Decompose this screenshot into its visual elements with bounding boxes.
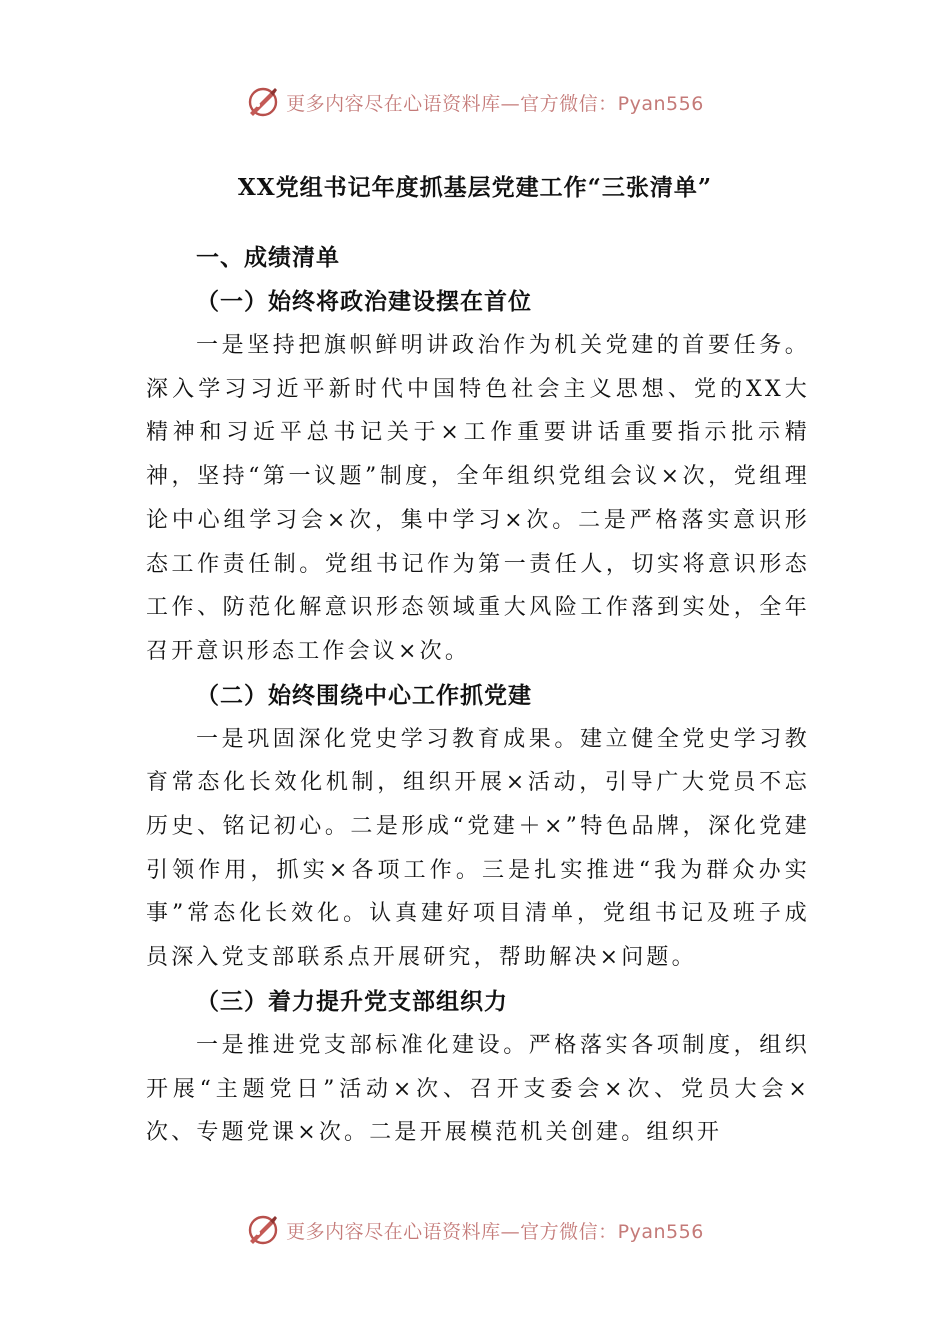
subsection-heading-3: （三）着力提升党支部组织力 [196, 987, 508, 1015]
document-title: XX党组书记年度抓基层党建工作“三张清单” [237, 174, 713, 201]
document-body [146, 236, 810, 1155]
paragraph-1: 一是坚持把旗帜鲜明讲政治作为机关党建的首要任务。深入学习习近平新时代中国特色社会主义思想、党的XX大精神和习近平总书记关于×工作重要讲话重要指示批示精神，坚持“第一议题”制度，全年组织党组会议×次，党组理论中心组学习会×次，集中学习×次。二是严格落实意识形态工作责任制。党组书记作为第一责任人，切实将意识形态工作、防范化解意识形态领域重大风险工作落到实处，全年召开意识形态工作会议×次。 [146, 333, 810, 664]
watermark-text-cn: 更多内容尽在心语资料库—官方微信： [286, 1220, 618, 1243]
watermark-text [286, 1217, 704, 1244]
section-heading-achievements: 一、成绩清单 [196, 244, 340, 271]
watermark-text-cn: 更多内容尽在心语资料库—官方微信： [286, 92, 618, 115]
header-watermark [0, 82, 950, 122]
watermark-wechat-id: Pyan556 [617, 1220, 704, 1243]
subsection-heading-1: （一）始终将政治建设摆在首位 [196, 288, 532, 315]
footer-watermark [0, 1210, 950, 1250]
pen-circle-logo-icon [246, 85, 280, 119]
watermark-text [286, 89, 704, 116]
watermark-wechat-id: Pyan556 [617, 92, 704, 115]
subsection-heading-2: （二）始终围绕中心工作抓党建 [196, 681, 532, 709]
paragraph-2: 一是巩固深化党史学习教育成果。建立健全党史学习教育常态化长效化机制，组织开展×活动，引导广大党员不忘历史、铭记初心。二是形成“党建＋×”特色品牌，深化党建引领作用，抓实×各项工作。三是扎实推进“我为群众办实事”常态化长效化。认真建好项目清单，党组书记及班子成员深入党支部联系点开展研究，帮助解决×问题。 [146, 726, 810, 971]
paragraph-3: 一是推进党支部标准化建设。严格落实各项制度，组织开展“主题党日”活动×次、召开支委会×次、党员大会×次、专题党课×次。二是开展模范机关创建。组织开 [146, 1032, 810, 1146]
pen-circle-logo-icon [246, 1213, 280, 1247]
